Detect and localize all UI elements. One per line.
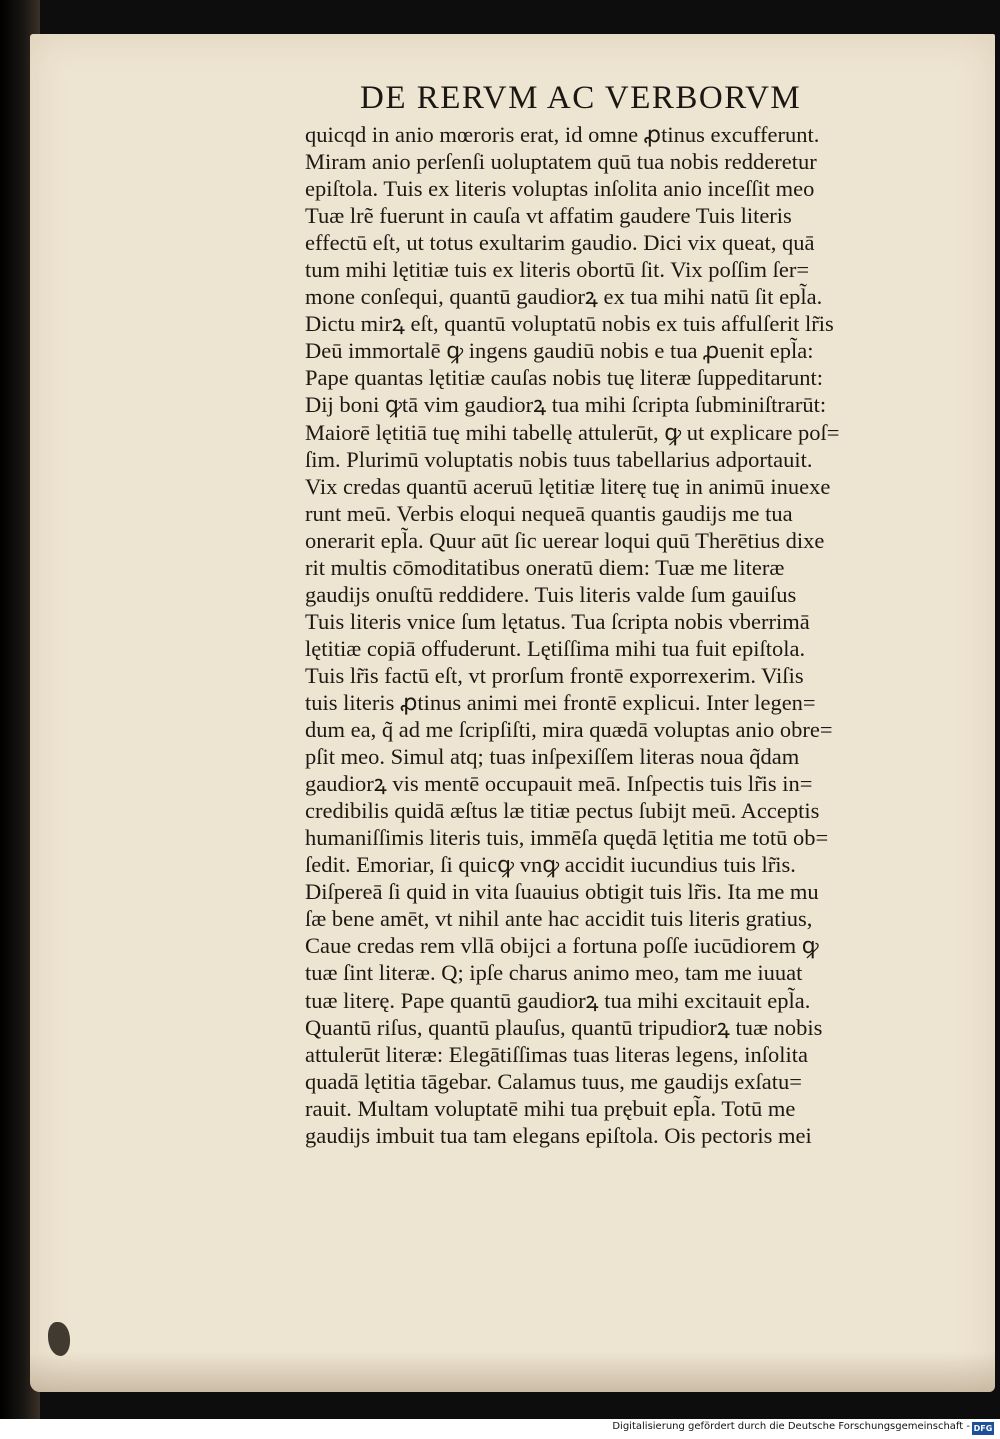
dfg-logo: DFG <box>973 1424 993 1433</box>
text-line: ſæ bene amēt, vt nihil ante hac accidit tuis literis gratius, <box>305 906 813 932</box>
text-line: tuæ ſint literæ. Q; ipſe charus animo meo, tam me iuuat <box>305 960 803 986</box>
text-line: gaudijs onuſtū reddidere. Tuis literis valde ſum gauiſus <box>305 581 797 607</box>
text-line: Caue credas rem vllā obijci a fortuna poſſe iucūdiorem ꝙ <box>305 933 819 959</box>
text-line: lętitiæ copiā offuderunt. Lętiſſima mihi tua fuit epiſtola. <box>305 635 806 661</box>
text-line: effectū eſt, ut totus exultarim gaudio. Dici vix queat, quā <box>305 230 815 256</box>
text-line: credibilis quidā æſtus læ titiæ pectus ſubijt meū. Acceptis <box>305 798 820 824</box>
text-line: tuæ literę. Pape quantū gaudiorꝝ tua mihi excitauit epl̃a. <box>305 987 811 1013</box>
text-line: Deū immortalē ꝙ ingens gaudiū nobis e tua ꝓuenit epl̃a: <box>305 338 814 364</box>
text-line: quicqd in anio mœroris erat, id omne ꝓtinus excufferunt. <box>305 122 820 147</box>
text-line: runt meū. Verbis eloqui nequeā quantis gaudijs me tua <box>305 500 793 526</box>
text-line: attulerūt literæ: Elegātiſſimas tuas literas legens, inſolita <box>305 1041 808 1067</box>
text-line: pſit meo. Simul atq; tuas inſpexiſſem literas noua q̃dam <box>305 744 800 770</box>
text-line: tuis literis ꝓtinus animi mei frontē explicui. Inter legen= <box>305 689 816 715</box>
text-line: Miram anio perſenſi uoluptatem quū tua nobis redderetur <box>305 149 817 175</box>
text-block <box>305 121 945 1149</box>
text-line: ſedit. Emoriar, ſi quicꝙ vnꝙ accidit iucundius tuis lr̃is. <box>305 852 796 878</box>
text-line: ſim. Plurimū voluptatis nobis tuus tabellarius adportauit. <box>305 446 813 472</box>
text-line: dum ea, q̃ ad me ſcripſiſti, mira quædā voluptas anio obre= <box>305 717 833 743</box>
text-line: Quantū riſus, quantū plauſus, quantū tripudiorꝝ tuæ nobis <box>305 1014 823 1040</box>
text-line: Tuis lr̃is factū eſt, vt prorſum frontē exporrexerim. Viſis <box>305 662 804 688</box>
digitization-credit: Digitalisierung gefördert durch die Deutsche Forschungsgemeinschaft - <box>612 1421 970 1432</box>
ink-blot <box>48 1322 70 1356</box>
text-line: rauit. Multam voluptatē mihi tua prębuit epl̃a. Totū me <box>305 1095 796 1121</box>
text-line: Vix credas quantū aceruū lętitiæ literę tuę in animū inuexe <box>305 473 831 499</box>
text-line: epiſtola. Tuis ex literis voluptas inſolita anio inceſſit meo <box>305 176 815 202</box>
text-line: gaudijs imbuit tua tam elegans epiſtola. Ois pectoris mei <box>305 1122 812 1148</box>
text-line: rit multis cōmoditatibus oneratū diem: Tuæ me literæ <box>305 554 785 580</box>
text-line: Tuis literis vnice ſum lętatus. Tua ſcripta nobis vberrimā <box>305 608 810 634</box>
text-line: Pape quantas lętitiæ cauſas nobis tuę literæ ſuppeditarunt: <box>305 365 824 391</box>
text-line: gaudiorꝝ vis mentē occupauit meā. Inſpectis tuis lr̃is in= <box>305 771 813 797</box>
text-line: mone conſequi, quantū gaudiorꝝ ex tua mihi natū ſit epl̃a. <box>305 284 823 310</box>
text-line: Dij boni ꝙtā vim gaudiorꝝ tua mihi ſcripta ſubminiſtrarūt: <box>305 392 827 418</box>
text-line: Tuæ lrẽ fuerunt in cauſa vt affatim gaudere Tuis literis <box>305 203 792 229</box>
text-line: Maiorē lętitiā tuę mihi tabellę attulerūt, ꝙ ut explicare poſ= <box>305 419 840 445</box>
text-line: Dictu mirꝝ eſt, quantū voluptatū nobis ex tuis affulſerit lr̃is <box>305 311 834 337</box>
text-line: tum mihi lętitiæ tuis ex literis obortū ſit. Vix poſſim ſer= <box>305 257 810 283</box>
text-line: Diſpereā ſi quid in vita ſuauius obtigit tuis lr̃is. Ita me mu <box>305 879 819 905</box>
text-line: onerarit epl̃a. Quur aūt ſic uerear loqui quū Therētius dixe <box>305 527 825 553</box>
text-line: quadā lętitia tāgebar. Calamus tuus, me gaudijs exſatu= <box>305 1068 802 1094</box>
text-line: humaniſſimis literis tuis, immēſa quędā lętitia me totū ob= <box>305 825 829 851</box>
running-head: DE RERVM AC VERBORVM <box>360 80 802 116</box>
